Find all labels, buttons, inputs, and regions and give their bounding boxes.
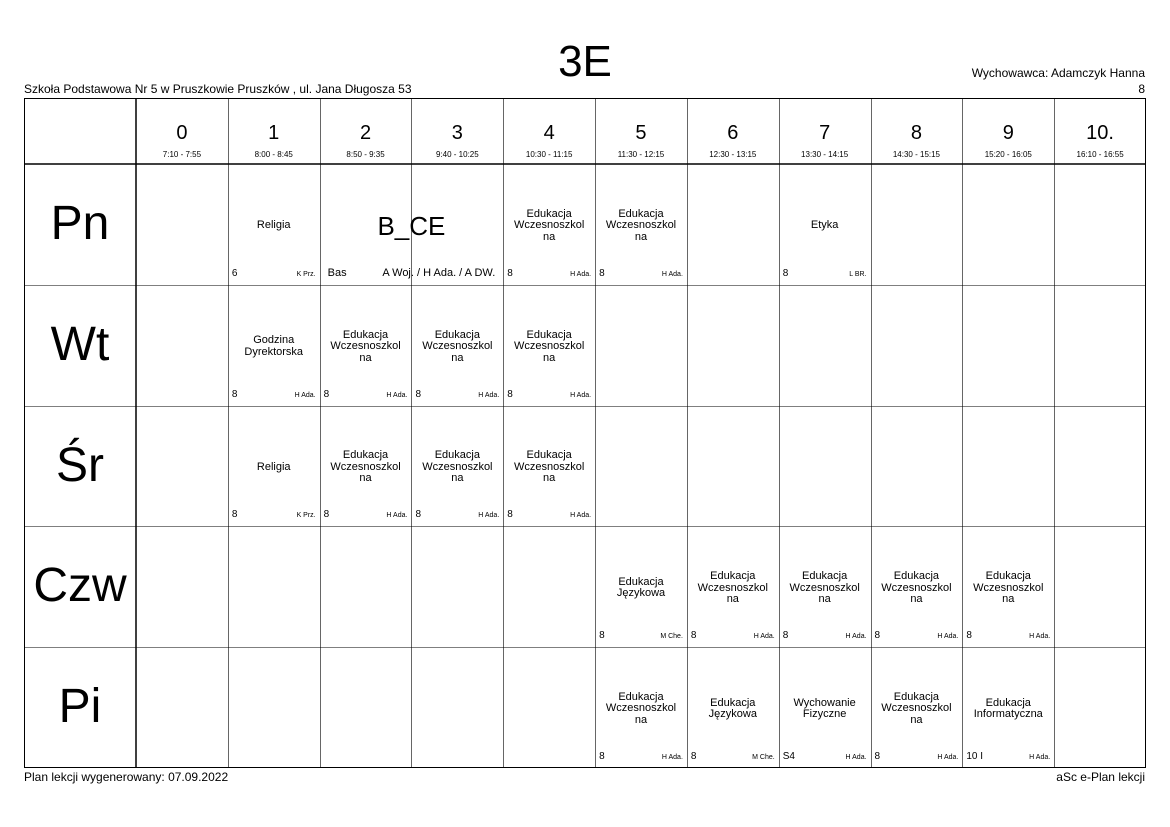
lesson-subject-line: Edukacja xyxy=(710,696,756,709)
lesson-room: 8 xyxy=(874,630,881,642)
software-brand: aSc e-Plan lekcji xyxy=(1056,770,1145,784)
period-header xyxy=(595,98,687,164)
lesson-cell[interactable] xyxy=(320,285,412,406)
day-label: Wt xyxy=(50,317,110,371)
lesson-cell[interactable] xyxy=(962,647,1054,768)
period-time: 9:40 - 10:25 xyxy=(436,150,479,159)
lesson-room: 8 xyxy=(507,388,513,400)
lesson-cell[interactable] xyxy=(228,164,320,285)
lesson-teacher: H Ada. xyxy=(570,270,592,278)
lesson-teacher: H Ada. xyxy=(661,753,683,761)
lesson-subject-line: Edukacja xyxy=(801,570,848,583)
lesson-subject xyxy=(871,692,963,727)
lesson-room: 8 xyxy=(599,630,605,642)
lesson-subject-line: Edukacja xyxy=(434,328,480,341)
period-time: 16:10 - 16:55 xyxy=(1076,150,1124,159)
lesson-cell[interactable] xyxy=(320,406,412,527)
lesson-room: 8 xyxy=(599,267,605,279)
lesson-room: 8 xyxy=(966,630,972,642)
lesson-subject-line: na xyxy=(359,351,372,364)
period-number: 0 xyxy=(176,122,188,144)
lesson-subject-line: Edukacja xyxy=(710,570,756,583)
lesson-subject-line: Wczesnoszkol xyxy=(330,340,401,353)
lesson-subject xyxy=(595,692,687,727)
lesson-subject-line: Wczesnoszkol xyxy=(422,340,493,353)
lesson-subject xyxy=(779,698,871,721)
lesson-subject xyxy=(962,698,1054,721)
lesson-cell[interactable] xyxy=(687,647,779,768)
period-time: 11:30 - 12:15 xyxy=(617,150,665,159)
period-number: 4 xyxy=(543,122,555,144)
lesson-cell[interactable] xyxy=(962,526,1054,647)
lesson-room: 8 xyxy=(507,267,513,279)
lesson-room: S4 xyxy=(782,750,795,762)
lesson-subject xyxy=(779,220,871,232)
lesson-subject-line: Językowa xyxy=(708,708,757,721)
lesson-teacher: H Ada. xyxy=(478,391,500,399)
period-time: 7:10 - 7:55 xyxy=(162,150,202,159)
lesson-teacher: A Woj. / H Ada. / A DW. xyxy=(382,266,496,279)
lesson-subject-line: Dyrektorska xyxy=(244,345,304,358)
lesson-cell[interactable] xyxy=(595,647,687,768)
period-time: 14:30 - 15:15 xyxy=(892,150,941,159)
lesson-subject xyxy=(595,209,687,244)
lesson-cell[interactable] xyxy=(503,164,595,285)
lesson-subject-line: na xyxy=(1002,593,1015,606)
period-number: 7 xyxy=(819,122,831,144)
lesson-subject xyxy=(503,330,595,365)
lesson-room: 8 xyxy=(415,388,422,400)
lesson-cell[interactable] xyxy=(595,526,687,647)
lesson-subject-line: na xyxy=(634,713,648,726)
lesson-room: 8 xyxy=(415,509,422,521)
lesson-room: 8 xyxy=(782,267,789,279)
lesson-subject-line: Religia xyxy=(256,460,291,473)
lesson-subject-line: Edukacja xyxy=(618,575,664,588)
lesson-subject-line: B_CE xyxy=(377,211,446,241)
lesson-subject-line: na xyxy=(634,230,648,243)
lesson-teacher: H Ada. xyxy=(661,270,683,278)
lesson-subject-line: Fizyczne xyxy=(802,708,847,721)
lesson-teacher: K Prz. xyxy=(296,512,316,520)
lesson-subject-line: Edukacja xyxy=(342,328,389,341)
lesson-room: Bas xyxy=(327,266,347,279)
lesson-subject-line: Wczesnoszkol xyxy=(789,581,860,594)
lesson-subject-line: Wczesnoszkol xyxy=(881,581,952,594)
period-header xyxy=(962,98,1054,164)
lesson-subject-line: Informatyczna xyxy=(973,708,1043,721)
lesson-subject-line: Religia xyxy=(256,219,291,232)
day-label: Pi xyxy=(58,680,102,734)
lesson-cell[interactable] xyxy=(871,647,963,768)
period-header xyxy=(779,98,871,164)
lesson-subject-line: Wychowanie xyxy=(793,696,856,709)
period-header xyxy=(871,98,963,164)
lesson-subject xyxy=(503,450,595,485)
lesson-subject-line: na xyxy=(359,472,372,485)
lesson-teacher: H Ada. xyxy=(937,753,959,761)
school-name: Szkoła Podstawowa Nr 5 w Pruszkowie Pruszków , ul. Jana Długosza 53 xyxy=(24,82,412,96)
lesson-teacher: H Ada. xyxy=(845,753,867,761)
period-time: 8:50 - 9:35 xyxy=(346,150,385,159)
lesson-teacher: H Ada. xyxy=(570,512,592,520)
lesson-teacher: M Che. xyxy=(752,753,775,761)
lesson-subject-line: Edukacja xyxy=(618,207,664,220)
lesson-subject-line: Językowa xyxy=(616,587,666,600)
period-header xyxy=(503,98,595,164)
lesson-room: 8 xyxy=(782,630,789,642)
class-teacher: Wychowawca: Adamczyk Hanna xyxy=(971,66,1145,80)
lesson-subject-line: Edukacja xyxy=(434,449,480,462)
lesson-teacher: K Prz. xyxy=(296,270,316,278)
lesson-subject-line: Wczesnoszkol xyxy=(514,340,585,353)
lesson-subject-line: Edukacja xyxy=(893,690,940,703)
lesson-room: 6 xyxy=(231,267,238,279)
lesson-cell[interactable] xyxy=(320,164,504,285)
lesson-subject-line: na xyxy=(543,230,556,243)
lesson-teacher: H Ada. xyxy=(386,391,408,399)
lesson-subject-line: Wczesnoszkol xyxy=(422,460,493,473)
lesson-room: 8 xyxy=(690,630,697,642)
lesson-cell[interactable] xyxy=(687,526,779,647)
lesson-subject-line: Edukacja xyxy=(618,690,664,703)
period-header xyxy=(320,98,412,164)
lesson-teacher: H Ada. xyxy=(1029,753,1051,761)
lesson-subject-line: na xyxy=(910,713,923,726)
lesson-subject xyxy=(411,330,503,365)
period-header xyxy=(411,98,503,164)
lesson-room: 8 xyxy=(231,509,238,521)
lesson-teacher: H Ada. xyxy=(294,391,316,399)
lesson-room: 8 xyxy=(323,388,330,400)
lesson-subject xyxy=(320,450,412,485)
lesson-room: 8 xyxy=(323,509,330,521)
lesson-teacher: H Ada. xyxy=(570,391,592,399)
lesson-subject xyxy=(320,212,504,240)
lesson-teacher: H Ada. xyxy=(386,512,408,520)
lesson-cell[interactable] xyxy=(503,285,595,406)
lesson-subject-line: Godzina xyxy=(253,334,295,347)
lesson-cell[interactable] xyxy=(779,647,871,768)
period-number: 9 xyxy=(1002,122,1014,144)
lesson-teacher: M Che. xyxy=(660,633,683,641)
lesson-subject xyxy=(228,462,320,474)
lesson-room: 8 xyxy=(231,388,238,400)
lesson-teacher: H Ada. xyxy=(753,633,775,641)
lesson-subject xyxy=(779,571,871,606)
period-header xyxy=(136,98,228,164)
lesson-subject xyxy=(687,571,779,606)
lesson-subject-line: Wczesnoszkol xyxy=(514,460,585,473)
timetable-grid xyxy=(24,98,1146,768)
lesson-subject-line: na xyxy=(451,472,464,485)
lesson-subject-line: na xyxy=(910,593,923,606)
lesson-cell[interactable] xyxy=(228,285,320,406)
lesson-cell[interactable] xyxy=(411,285,503,406)
day-label: Czw xyxy=(33,559,127,613)
lesson-subject-line: na xyxy=(818,593,831,606)
class-title: 3E xyxy=(558,37,612,86)
period-number: 2 xyxy=(359,122,372,144)
lesson-subject-line: Edukacja xyxy=(342,449,389,462)
period-time: 12:30 - 13:15 xyxy=(709,150,757,159)
period-number: 8 xyxy=(910,122,922,144)
lesson-subject-line: Etyka xyxy=(810,219,839,232)
lesson-teacher: L BR. xyxy=(849,270,867,278)
lesson-cell[interactable] xyxy=(411,406,503,527)
lesson-cell[interactable] xyxy=(595,164,687,285)
lesson-subject-line: na xyxy=(726,593,739,606)
lesson-subject xyxy=(411,450,503,485)
lesson-subject-line: Wczesnoszkol xyxy=(973,581,1044,594)
period-time: 8:00 - 8:45 xyxy=(254,150,293,159)
lesson-subject-line: Wczesnoszkol xyxy=(514,219,585,232)
period-header xyxy=(687,98,779,164)
lesson-subject-line: Wczesnoszkol xyxy=(330,460,401,473)
period-time: 10:30 - 11:15 xyxy=(525,150,573,159)
lesson-subject-line: Wczesnoszkol xyxy=(697,581,768,594)
generated-date: Plan lekcji wygenerowany: 07.09.2022 xyxy=(24,770,229,784)
lesson-subject-line: Edukacja xyxy=(526,328,572,341)
lesson-subject-line: Edukacja xyxy=(985,696,1031,709)
period-header xyxy=(228,98,320,164)
lesson-subject xyxy=(228,335,320,358)
lesson-cell[interactable] xyxy=(871,526,963,647)
lesson-subject xyxy=(687,698,779,721)
lesson-subject xyxy=(320,330,412,365)
lesson-cell[interactable] xyxy=(779,526,871,647)
lesson-cell[interactable] xyxy=(228,406,320,527)
day-label: Śr xyxy=(56,438,104,492)
page-number: 8 xyxy=(1138,82,1145,96)
lesson-room: 8 xyxy=(599,750,605,762)
period-time: 13:30 - 14:15 xyxy=(801,150,849,159)
lesson-teacher: H Ada. xyxy=(937,633,959,641)
lesson-subject xyxy=(503,209,595,244)
lesson-cell[interactable] xyxy=(503,406,595,527)
lesson-cell[interactable] xyxy=(779,164,871,285)
period-number: 6 xyxy=(727,122,739,144)
period-number: 1 xyxy=(268,122,280,144)
lesson-room: 8 xyxy=(690,750,697,762)
lesson-subject-line: Wczesnoszkol xyxy=(881,702,952,715)
lesson-teacher: H Ada. xyxy=(478,512,500,520)
lesson-teacher: H Ada. xyxy=(845,633,867,641)
lesson-subject-line: Wczesnoszkol xyxy=(605,702,677,715)
lesson-subject xyxy=(595,577,687,600)
lesson-room: 8 xyxy=(874,750,881,762)
lesson-subject xyxy=(871,571,963,606)
lesson-subject-line: na xyxy=(543,351,556,364)
lesson-subject xyxy=(962,571,1054,606)
lesson-subject-line: na xyxy=(451,351,464,364)
lesson-subject-line: na xyxy=(543,472,556,485)
lesson-subject xyxy=(228,220,320,232)
lesson-subject-line: Edukacja xyxy=(985,570,1031,583)
lesson-teacher: H Ada. xyxy=(1029,633,1051,641)
period-number: 10. xyxy=(1086,122,1114,144)
lesson-subject-line: Edukacja xyxy=(526,449,572,462)
lesson-room: 8 xyxy=(507,509,513,521)
day-label: Pn xyxy=(50,197,110,250)
lesson-subject-line: Wczesnoszkol xyxy=(605,219,677,232)
lesson-subject-line: Edukacja xyxy=(893,570,940,583)
lesson-subject-line: Edukacja xyxy=(526,207,572,220)
period-number: 5 xyxy=(635,122,647,144)
period-header xyxy=(1054,98,1146,164)
period-number: 3 xyxy=(451,122,463,144)
lesson-room: 10 I xyxy=(966,750,984,762)
period-time: 15:20 - 16:05 xyxy=(984,150,1032,159)
